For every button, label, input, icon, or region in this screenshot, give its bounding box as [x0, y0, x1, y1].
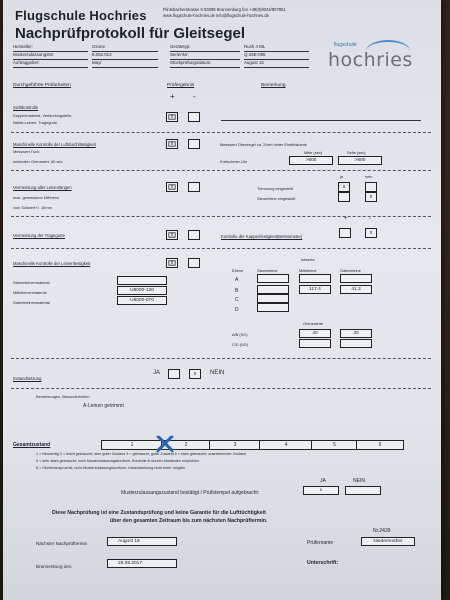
web-line: www.flugschule-hochries.de info@flugschule-hochries.de [163, 13, 269, 18]
luft-mitte-field[interactable]: >800 [289, 156, 333, 165]
steuer-label: Steuerleine eingestellt [257, 196, 296, 201]
geraetetyp-value: Rush 4 ML [244, 44, 309, 52]
legend-line2: 5 = sehr stark gebraucht, noch Musterzulassungskonform, Kontrolle in kurzen Abständen empfohlen [36, 459, 200, 463]
school-name: Flugschule Hochries [15, 8, 147, 23]
luft-seite-label: Seite (sec) [347, 150, 366, 155]
instand-ja-checkbox[interactable] [168, 369, 180, 379]
divider [11, 132, 431, 133]
ab-mittel[interactable]: 40 [299, 329, 331, 338]
col-bemerkung: Bemerkung [261, 83, 286, 88]
row-a-stamm[interactable] [257, 274, 289, 283]
divider [11, 248, 431, 249]
instand-nein-label: NEIN [210, 370, 225, 376]
grade-cross-mark-icon [155, 434, 175, 454]
ab-label: A/B (SG) [232, 332, 248, 337]
istwerte-label: Istwerte [301, 257, 315, 262]
row-a-galerie[interactable] [340, 274, 372, 283]
geraetetyp-label: Gerätetyp: [170, 44, 240, 52]
datum-field[interactable]: 29.08.2017 [107, 559, 177, 568]
bemerkungen-label: Bemerkungen, Besonderheiten [36, 394, 90, 399]
leinen-title: Vermessung aller Leinenlängen [13, 185, 72, 190]
instand-ja-label: JA [153, 370, 161, 376]
serien-label: SerienNr: [170, 52, 240, 60]
hochries-logo [328, 42, 413, 72]
stueck-value: August 15 [244, 60, 309, 68]
bestaetigt-ja-label: JA [320, 478, 326, 484]
k-minus-header: - [369, 216, 371, 222]
ort-label: Brannenburg den [36, 564, 72, 569]
leinenfest-plus-checkbox[interactable]: x [166, 258, 178, 268]
disclaimer-line1: Diese Nachprüfung ist eine Zustandsprüfung und keine Garantie für die Lufttüchtigkeit [52, 510, 266, 516]
trimmung-ja-checkbox[interactable]: x [338, 182, 350, 192]
row-d-label: D [235, 307, 239, 313]
luft-kretschmer: Kretschmer-Uhr [220, 159, 248, 164]
luft-title: Maschinelle Kontrolle der Luftdurchlässigkeit [13, 142, 96, 147]
bestaetigt-nein-field[interactable] [345, 486, 381, 495]
tragegurte-title: Vermessung der Tragegurte [13, 233, 65, 238]
sichtkontrolle-title: Sichtkontrolle [13, 105, 39, 110]
stammleine-label: Stammleine [257, 268, 278, 273]
row-b-stamm[interactable] [257, 285, 289, 294]
ab-galerie[interactable]: 30 [340, 329, 372, 338]
unterschrift-label: Unterschrift: [307, 560, 339, 566]
sicht-remark-line [221, 120, 421, 121]
tragegurte-plus-checkbox[interactable]: x [166, 230, 178, 240]
row-b-galerie[interactable]: 41.3 [340, 285, 372, 294]
hersteller-label: Hersteller: [13, 44, 88, 52]
legend-line3: 6 = Überbeanspruchst, nicht Musterzulassungskonform, Instandsetzung nicht mehr möglich [36, 466, 186, 470]
naechste-field[interactable]: August 19 [107, 537, 177, 546]
row-b-mittel[interactable]: 117.4 [299, 285, 331, 294]
luft-minus-checkbox[interactable] [188, 139, 200, 149]
leinenfestigkeit-title: Maschinelle Kontrolle der Leinenfestigkeit [13, 261, 91, 266]
logo-big-text: hochries [328, 49, 413, 71]
sicht-plus-checkbox[interactable]: x [166, 112, 178, 122]
luft-mitte-label: Mitte (sec) [304, 150, 323, 155]
page-title: Nachprüfprotokoll für Gleitsegel [15, 25, 246, 42]
cd-label: C/D (SG) [232, 342, 248, 347]
steuer-nein-checkbox[interactable]: x [365, 192, 377, 202]
luft-messwert-label: Messwert Obersegel ca. 20cm hinter Eintrittskante [220, 142, 307, 147]
hersteller-value: Ozone [92, 44, 158, 52]
leinen-line1: max. gemessene Differenz [13, 195, 60, 200]
bemerkungen-text: A-Leinen getrimmt [83, 403, 124, 409]
kappen-plus-checkbox[interactable] [339, 228, 351, 238]
naechste-label: Nächster Nachprüftermin [36, 541, 88, 546]
plus-header: + [170, 92, 175, 101]
mittel-material-field[interactable]: U8000-130 [117, 286, 167, 295]
nein-header: nein [365, 174, 373, 179]
cd-mittel[interactable] [299, 339, 331, 348]
divider [11, 170, 431, 171]
trimmung-label: Trimmung eingestellt [257, 186, 293, 191]
pruefer-field[interactable]: Niederreuther [361, 537, 415, 546]
divider [11, 388, 431, 389]
serien-value: Q-26E-085 [244, 52, 309, 60]
steuer-ja-checkbox[interactable] [338, 192, 350, 202]
row-c-label: C [235, 297, 239, 303]
sicht-line2: Nähte,Leinen, Tragegurte [13, 120, 58, 125]
ebene-label: Ebene [232, 268, 244, 273]
grade-5[interactable]: 5 [311, 440, 358, 450]
pruefer-label: Prüfername [307, 540, 334, 546]
galerie-material-label: Galerieleinenmaterial [13, 300, 50, 305]
ja-header: ja [340, 174, 344, 179]
grade-2[interactable]: 2 [161, 440, 211, 450]
grade-6[interactable]: 6 [356, 440, 404, 450]
grade-1[interactable]: 1 [101, 440, 163, 450]
stamm-material-label: Stammleinenmaterial [13, 280, 50, 285]
grade-4[interactable]: 4 [259, 440, 313, 450]
address-line: Flintsbacherstrasse 6 83098 Brannenburg fon +49(0)8034/907861 [163, 7, 286, 12]
col-ergebnis: Prüfergebnis [167, 83, 195, 88]
row-b-label: B [235, 288, 239, 294]
leinen-minus-checkbox[interactable] [188, 182, 200, 192]
bestaetigt-ja-field[interactable]: x [303, 486, 339, 495]
sicht-line1: Kappenmaterial, Verbindungsteile, [13, 113, 73, 118]
galerieleine-label: Galerieleine [340, 268, 361, 273]
kappen-minus-checkbox[interactable]: x [365, 228, 377, 238]
auftraggeber-label: Auftraggeber: [13, 60, 88, 68]
logo-small-text: flugschule [334, 42, 357, 48]
legend-line1: 1 = Neuwertig 2 = leicht gebraucht, sehr guter Zustand 3 = gebraucht, guter Zustand 4 = stark gebraucht, ausreichender Zustand [36, 452, 247, 456]
school-address [163, 7, 286, 19]
stueck-label: Stückprüfungsdatum: [170, 60, 240, 68]
leinenfest-minus-checkbox[interactable] [188, 258, 200, 268]
bestaetigt-nein-label: NEIN [353, 478, 365, 484]
tragegurte-minus-checkbox[interactable] [188, 230, 200, 240]
luft-plus-checkbox[interactable]: x [166, 139, 178, 149]
protocol-number: Nr.2439 [373, 528, 391, 534]
stamm-material-field[interactable] [117, 276, 167, 285]
zulassung-value: 8.052.013 [92, 52, 158, 60]
cd-galerie[interactable] [340, 339, 372, 348]
leinen-plus-checkbox[interactable]: x [166, 182, 178, 192]
trimmung-nein-checkbox[interactable] [365, 182, 377, 192]
row-a-label: A [235, 277, 239, 283]
row-a-mittel[interactable] [299, 274, 331, 283]
row-d-stamm[interactable] [257, 303, 289, 312]
row-c-stamm[interactable] [257, 294, 289, 303]
zulassung-label: MusterzulassungsNr: [13, 52, 88, 60]
luft-messwert-tuch: Messwert Tuch: [13, 149, 41, 154]
auftraggeber-value: Mayr [92, 60, 158, 68]
divider [11, 216, 431, 217]
mittel-material-label: Mittelleinenmaterial [13, 290, 47, 295]
disclaimer-line2: über den gesamten Zeitraum bis zum nächsten Nachprüftermin. [110, 518, 268, 524]
grade-3[interactable]: 3 [209, 440, 261, 450]
instandsetzung-title: Instandsetzung [13, 376, 42, 381]
divider [11, 358, 431, 359]
leinen-line2: vom Sollwert+/- 10mm [13, 205, 52, 210]
luft-seite-field[interactable]: >800 [338, 156, 382, 165]
grenzwerte-label: Grenzwerte [303, 321, 324, 326]
mittelleine-label: Mittelleine [299, 268, 317, 273]
minus-header: - [193, 92, 196, 101]
sicht-minus-checkbox[interactable] [188, 112, 200, 122]
col-arbeiten: Durchgeführte Prüfarbeiten [13, 83, 71, 88]
protocol-sheet [3, 0, 441, 600]
luft-grenzwert: minimaler Grenzwert: 80 sec [13, 159, 63, 164]
bestaetigt-label: Musterzulassungszustand bestätigt / Prüfstempel aufgebracht: [121, 490, 260, 496]
kappenfestigkeit-label: Kontrolle der Kappenfestigkeit(Bettsometer) [221, 234, 303, 239]
instand-nein-checkbox[interactable]: x [189, 369, 201, 379]
galerie-material-field[interactable]: U8000-070 [117, 296, 167, 305]
gesamtzustand-label: Gesamtzustand [13, 442, 51, 448]
k-plus-header: + [344, 216, 348, 222]
